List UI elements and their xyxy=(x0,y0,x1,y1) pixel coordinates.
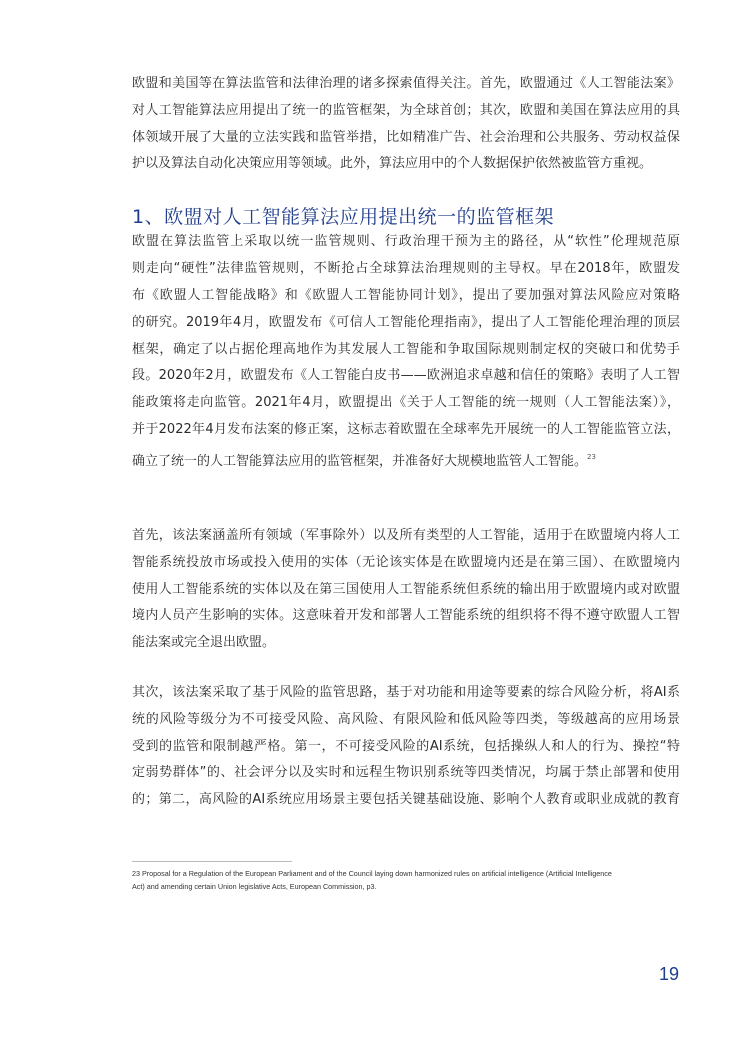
text-line: 首先，该法案涵盖所有领域（军事除外）以及所有类型的人工智能，适用于在欧盟境内将人工 xyxy=(132,528,680,543)
section-heading: 1、欧盟对人工智能算法应用提出统一的监管框架 xyxy=(132,206,555,228)
page-number: 19 xyxy=(658,964,679,984)
footnote-divider xyxy=(132,861,292,862)
text-line: 欧盟在算法监管上采取以统一监管规则、行政治理干预为主的路径，从“软性”伦理规范原 xyxy=(132,234,680,249)
text-line: 则走向“硬性”法律监管规则，不断抢占全球算法治理规则的主导权。早在2018年，欧盟发 xyxy=(132,261,680,276)
text-line: 并于2022年4月发布法案的修正案，这标志着欧盟在全球率先开展统一的人工智能监管立法， xyxy=(132,422,680,437)
text-line: 能法案或完全退出欧盟。 xyxy=(132,635,276,650)
text-line: 受到的监管和限制越严格。第一，不可接受风险的AI系统，包括操纵人和人的行为、操控“特 xyxy=(132,739,680,754)
text-line: 能政策将走向监管。2021年4月，欧盟提出《关于人工智能的统一规则（人工智能法案）》， xyxy=(132,395,680,410)
text-line: 使用人工智能系统的实体以及在第三国使用人工智能系统但系统的输出用于欧盟境内或对欧盟 xyxy=(132,582,680,597)
text-line: 框架，确定了以占据伦理高地作为其发展人工智能和争取国际规则制定权的突破口和优势手 xyxy=(132,342,680,357)
text-line: 的研究。2019年4月，欧盟发布《可信人工智能伦理指南》，提出了人工智能伦理治理的顶层 xyxy=(132,315,680,330)
text-line xyxy=(132,448,680,471)
text-line: 护以及算法自动化决策应用等领域。此外，算法应用中的个人数据保护依然被监管方重视。 xyxy=(132,156,653,171)
text-line-content: 确立了统一的人工智能算法应用的监管框架，并准备好大规模地监管人工智能。 xyxy=(132,454,588,469)
text-line: 智能系统投放市场或投入使用的实体（无论该实体是在欧盟境内还是在第三国）、在欧盟境内 xyxy=(132,555,680,570)
text-line: 布《欧盟人工智能战略》和《欧盟人工智能协同计划》，提出了要加强对算法风险应对策略 xyxy=(132,288,680,303)
footnote-reference[interactable]: 23 xyxy=(587,453,596,461)
text-line: 境内人员产生影响的实体。这意味着开发和部署人工智能系统的组织将不得不遵守欧盟人工智 xyxy=(132,608,680,623)
footnote-line: Act) and amending certain Union legislative Acts, European Commission, p3. xyxy=(132,882,377,891)
text-line: 定弱势群体”的、社会评分以及实时和远程生物识别系统等四类情况，均属于禁止部署和使用 xyxy=(132,765,680,780)
text-line: 欧盟和美国等在算法监管和法律治理的诸多探索值得关注。首先，欧盟通过《人工智能法案》 xyxy=(132,76,680,91)
text-line: 统的风险等级分为不可接受风险、高风险、有限风险和低风险等四类，等级越高的应用场景 xyxy=(132,712,680,727)
text-line: 对人工智能算法应用提出了统一的监管框架，为全球首创；其次，欧盟和美国在算法应用的具 xyxy=(132,103,680,118)
text-line: 其次，该法案采取了基于风险的监管思路，基于对功能和用途等要素的综合风险分析，将AI系 xyxy=(132,685,680,700)
text-line: 段。2020年2月，欧盟发布《人工智能白皮书——欧洲追求卓越和信任的策略》表明了人工智 xyxy=(132,368,680,383)
text-line: 的；第二，高风险的AI系统应用场景主要包括关键基础设施、影响个人教育或职业成就的教育 xyxy=(132,792,680,807)
footnote-line: 23 Proposal for a Regulation of the European Parliament and of the Council laying down harmonized rules on artificial intelligence (Artificial Intelligence xyxy=(132,869,612,878)
text-line: 体领域开展了大量的立法实践和监管举措，比如精准广告、社会治理和公共服务、劳动权益保 xyxy=(132,130,680,145)
